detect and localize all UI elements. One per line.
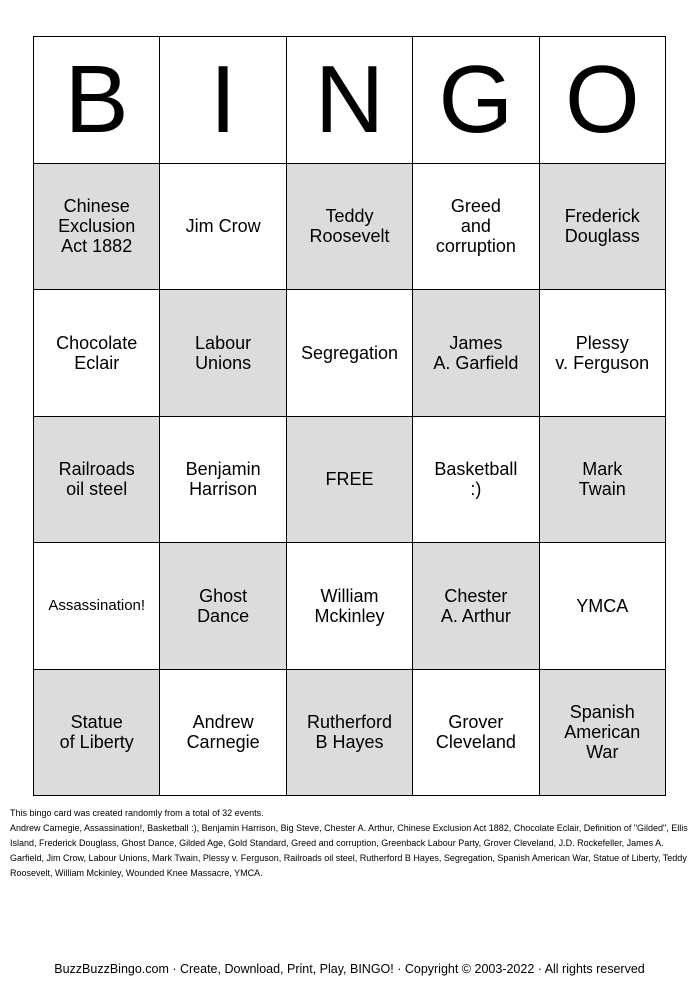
bingo-cell: Statue of Liberty — [34, 669, 160, 796]
bingo-cell: James A. Garfield — [413, 290, 539, 417]
card-info-intro: This bingo card was created randomly from a total of 32 events. — [10, 808, 264, 818]
bingo-cell: Frederick Douglass — [539, 163, 665, 290]
bingo-cell: Andrew Carnegie — [160, 669, 286, 796]
bingo-cell: YMCA — [539, 543, 665, 670]
bingo-cell: Spanish American War — [539, 669, 665, 796]
bingo-row-5 — [34, 669, 666, 796]
bingo-cell: Segregation — [286, 290, 412, 417]
bingo-cell: Ghost Dance — [160, 543, 286, 670]
card-info — [10, 806, 690, 881]
bingo-cell: Benjamin Harrison — [160, 416, 286, 543]
bingo-cell: Plessy v. Ferguson — [539, 290, 665, 417]
bingo-cell: Jim Crow — [160, 163, 286, 290]
card-info-events: Andrew Carnegie, Assassination!, Basketball :), Benjamin Harrison, Big Steve, Chester A. Arthur, Chinese Exclusion Act 1882, Chocolate Eclair, Definition of "Gilded", Ellis Island, Frederick Douglass, Ghost Dance, Gilded Age, Gold Standard, Greed and corruption, Greenback Labour Party, Grover Cleveland, J.D. Rockefeller, James A. Garfield, Jim Crow, Labour Unions, Mark Twain, Plessy v. Ferguson, Railroads oil steel, Rutherford B Hayes, Segregation, Spanish American War, Statue of Liberty, Teddy Roosevelt, William Mckinley, Wounded Knee Massacre, YMCA. — [10, 823, 688, 878]
bingo-cell: Assassination! — [34, 543, 160, 670]
header-letter-n: N — [286, 37, 412, 164]
bingo-cell: Chocolate Eclair — [34, 290, 160, 417]
bingo-row-2 — [34, 290, 666, 417]
bingo-cell: Teddy Roosevelt — [286, 163, 412, 290]
header-letter-b: B — [34, 37, 160, 164]
bingo-cell: Labour Unions — [160, 290, 286, 417]
bingo-row-1 — [34, 163, 666, 290]
bingo-card — [33, 36, 666, 796]
bingo-cell: William Mckinley — [286, 543, 412, 670]
bingo-cell: Greed and corruption — [413, 163, 539, 290]
bingo-cell: Railroads oil steel — [34, 416, 160, 543]
free-cell: FREE — [286, 416, 412, 543]
bingo-cell: Mark Twain — [539, 416, 665, 543]
bingo-row-3 — [34, 416, 666, 543]
bingo-row-4 — [34, 543, 666, 670]
header-letter-i: I — [160, 37, 286, 164]
bingo-cell: Rutherford B Hayes — [286, 669, 412, 796]
header-letter-g: G — [413, 37, 539, 164]
header-letter-o: O — [539, 37, 665, 164]
bingo-cell: Grover Cleveland — [413, 669, 539, 796]
bingo-cell: Chinese Exclusion Act 1882 — [34, 163, 160, 290]
bingo-cell: Chester A. Arthur — [413, 543, 539, 670]
bingo-cell: Basketball :) — [413, 416, 539, 543]
header-row — [34, 37, 666, 164]
footer-copyright: BuzzBuzzBingo.com · Create, Download, Print, Play, BINGO! · Copyright © 2003-2022 · All rights reserved — [54, 962, 645, 976]
